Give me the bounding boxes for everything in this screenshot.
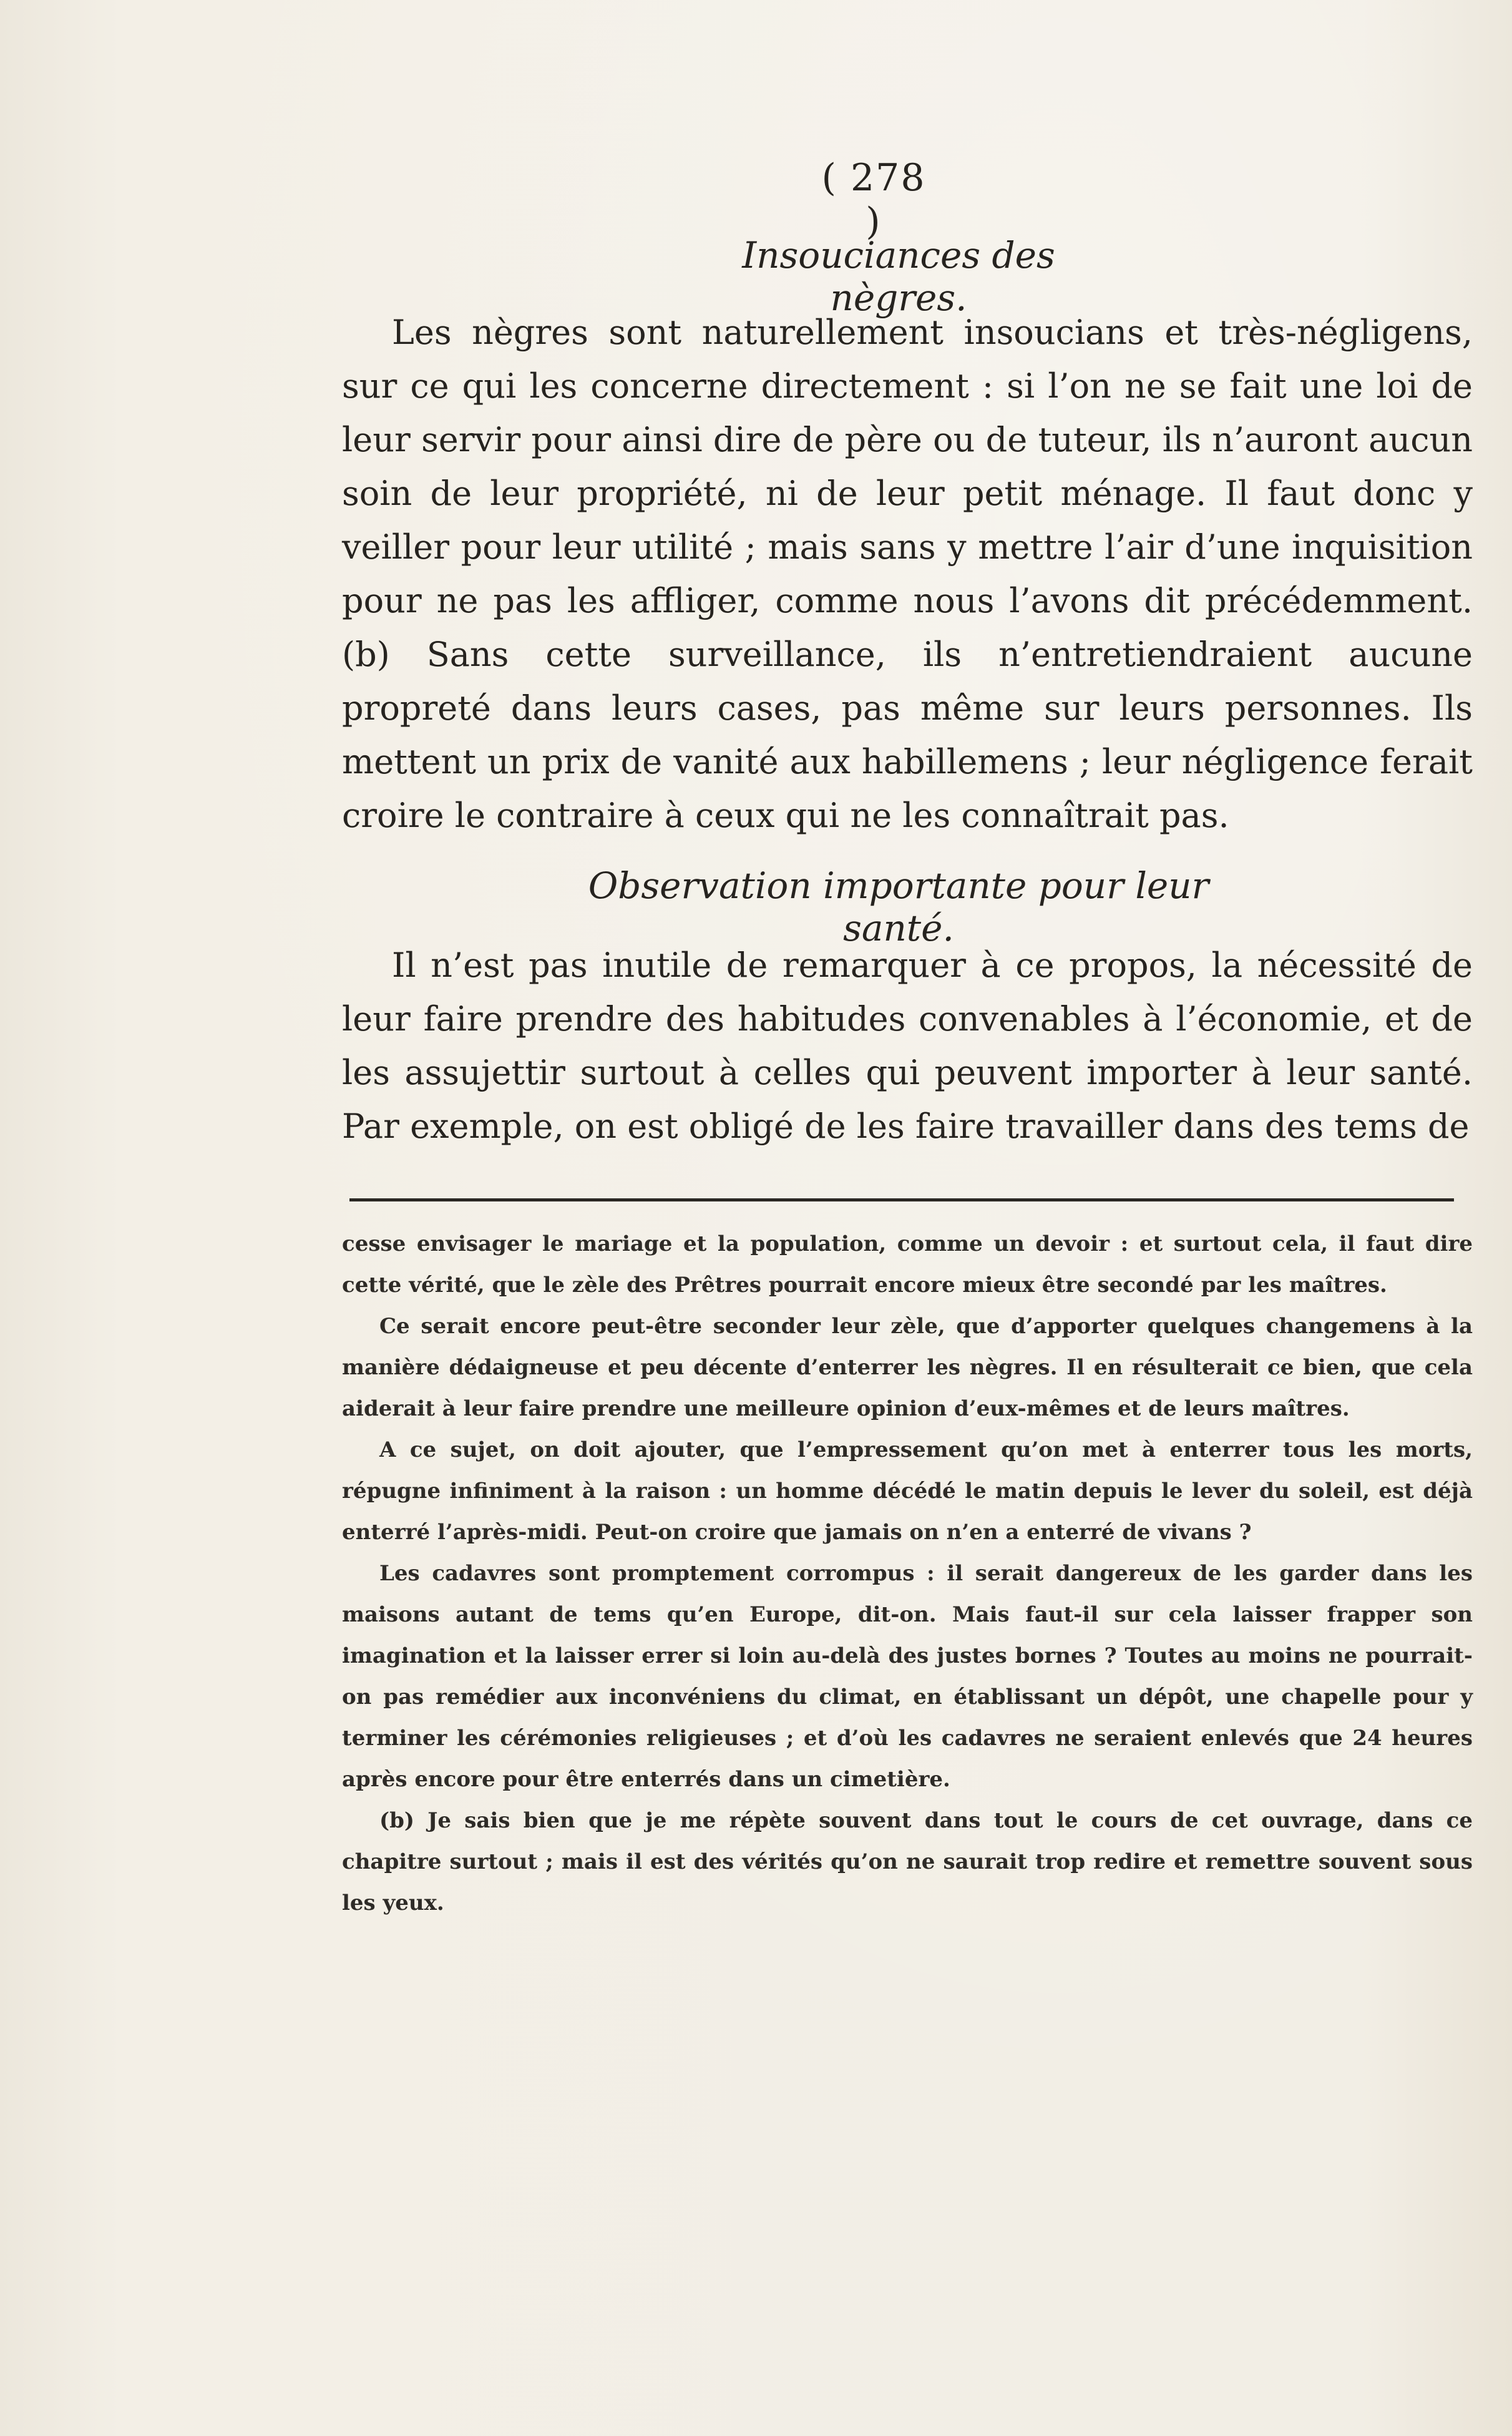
page-number: ( 278 ): [821, 156, 926, 243]
paragraph-observation: Il n’est pas inutile de remarquer à ce propos, la nécessité de leur faire prendre des habitudes convenables à l’économie, et de les assujettir surtout à celles qui peuvent importer à leur santé. Par exemple, on est obligé de les faire travailler dans des tems de: [342, 946, 1473, 1146]
section-heading-insouciances: Insouciances des nègres.: [742, 234, 1055, 319]
footnote: A ce sujet, on doit ajouter, que l’empressement qu’on met à enterrer tous les morts, répugne infiniment à la raison : un homme décédé le matin depuis le lever du soleil, est déjà enterré l’après-midi. Peut-on croire que jamais on n’en a enterré de vivans ?: [342, 1437, 1473, 1545]
footnote: cesse envisager le mariage et la population, comme un devoir : et surtout cela, il faut dire cette vérité, que le zèle des Prêtres pourrait encore mieux être secondé par les maîtres.: [342, 1231, 1473, 1298]
footnote-divider: [349, 1198, 1454, 1201]
footnote-b: (b) Je sais bien que je me répète souvent dans tout le cours de cet ouvrage, dans ce chapitre surtout ; mais il est des vérités qu’on ne saurait trop redire et remettre souvent sous les yeux.: [342, 1808, 1473, 1915]
footnote: Ce serait encore peut-être seconder leur zèle, que d’apporter quelques changemens à la manière dédaigneuse et peu décente d’enterrer les nègres. Il en résulterait ce bien, que cela aiderait à leur faire prendre une meilleure opinion d’eux-mêmes et de leurs maîtres.: [342, 1314, 1473, 1421]
footnotes: [342, 1223, 1473, 1924]
footnote: Les cadavres sont promptement corrompus : il serait dangereux de les garder dans les maisons autant de tems qu’en Europe, dit-on. Mais faut-il sur cela laisser frapper son imagination et la laisser errer si loin au-delà des justes bornes ? Toutes au moins ne pourrait-on pas remédier aux inconvéniens du climat, en établissant un dépôt, une chapelle pour y terminer les cérémonies religieuses ; et d’où les cadavres ne seraient enlevés que 24 heures après encore pour être enterrés dans un cimetière.: [342, 1561, 1473, 1792]
paragraph-insouciances: Les nègres sont naturellement insoucians et très-négligens, sur ce qui les concerne directement : si l’on ne se fait une loi de leur servir pour ainsi dire de père ou de tuteur, ils n’auront aucun soin de leur propriété, ni de leur petit ménage. Il faut donc y veiller pour leur utilité ; mais sans y mettre l’air d’une inquisition pour ne pas les affliger, comme nous l’avons dit précédemment. (b) Sans cette surveillance, ils n’entretiendraient aucune propreté dans leurs cases, pas même sur leurs personnes. Ils mettent un prix de vanité aux habillemens ; leur négligence ferait croire le contraire à ceux qui ne les connaîtrait pas.: [342, 313, 1473, 835]
section-heading-observation: Observation importante pour leur santé.: [588, 864, 1209, 949]
